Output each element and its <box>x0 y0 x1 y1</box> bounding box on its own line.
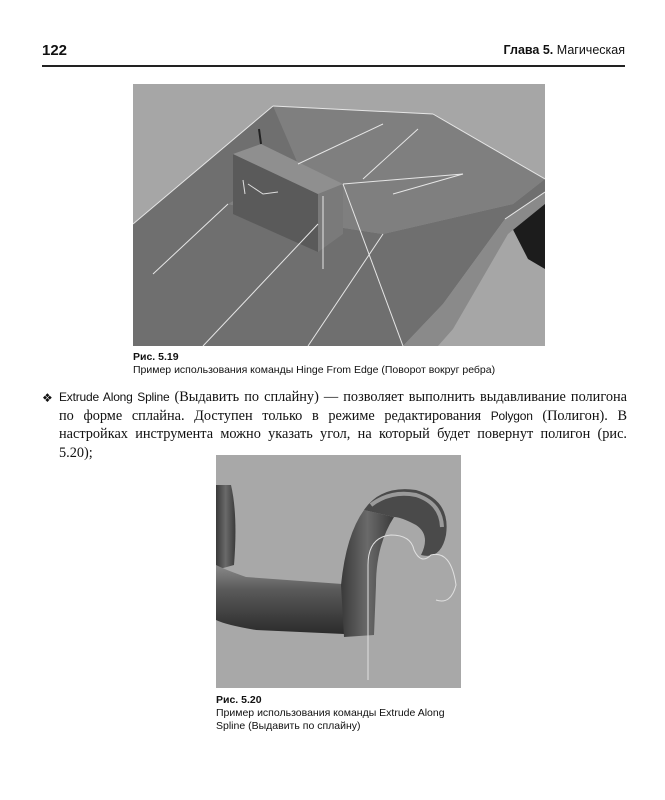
paragraph-text-part-2: (Полигон). В настройках инструмента можно указать угол, на который будет повернут полигон (рис. 5.20); <box>59 407 627 461</box>
chapter-label: Глава 5. <box>503 43 554 57</box>
figure-5-19-caption-title: Рис. 5.19 <box>133 351 179 363</box>
paragraph-text <box>59 388 627 462</box>
diamond-bullet-icon: ❖ <box>42 391 53 405</box>
figure-5-20-render <box>216 455 461 688</box>
header-rule <box>42 65 625 67</box>
figure-5-19-caption-text: Пример использования команды Hinge From Edge (Поворот вокруг ребра) <box>133 364 496 376</box>
term-extrude-along-spline: Extrude Along Spline <box>59 390 170 404</box>
chapter-heading <box>504 43 625 57</box>
chapter-title: Магическая <box>556 43 625 57</box>
page-number: 122 <box>42 42 68 59</box>
figure-5-19-caption <box>133 351 553 377</box>
figure-5-20-caption-title: Рис. 5.20 <box>216 694 262 706</box>
term-polygon: Polygon <box>490 408 533 423</box>
figure-5-19-render <box>133 84 545 346</box>
page-header <box>42 42 625 62</box>
paragraph-text-part-1: (Выдавить по сплайну) — позволяет выполнить выдавливание полигона по форме сплайна. Доступен только в режиме редактирования <box>59 389 627 424</box>
figure-5-20-caption-text: Пример использования команды Extrude Along Spline (Выдавить по сплайну) <box>216 707 445 732</box>
bullet-paragraph <box>42 388 627 462</box>
figure-5-20-caption <box>216 694 456 733</box>
